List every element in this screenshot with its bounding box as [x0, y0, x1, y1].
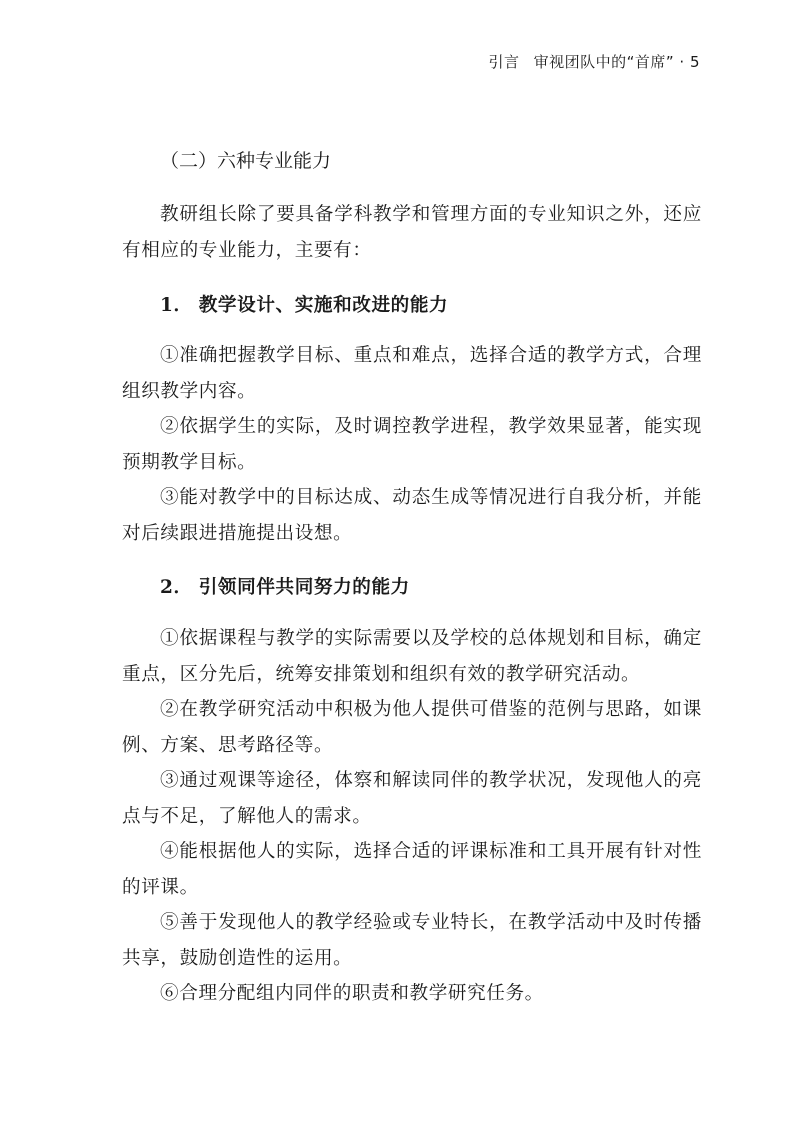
subsection-heading-1: [160, 286, 702, 326]
subsection-title: 教学设计、实施和改进的能力: [198, 295, 449, 316]
list-item: ②依据学生的实际，及时调控教学进程，教学效果显著，能实现预期教学目标。: [122, 416, 702, 473]
running-head-chapter: 引言: [488, 53, 520, 71]
list-item: ④能根据他人的实际，选择合适的评课标准和工具开展有针对性的评课。: [122, 841, 702, 898]
section-intro-paragraph: 教研组长除了要具备学科教学和管理方面的专业知识之外，还应有相应的专业能力，主要有：: [122, 204, 702, 261]
list-item: ③能对教学中的目标达成、动态生成等情况进行自我分析，并能对后续跟进措施提出设想。: [122, 487, 702, 544]
list-item: ⑤善于发现他人的教学经验或专业特长，在教学活动中及时传播共享，鼓励创造性的运用。: [122, 912, 702, 969]
running-head-title: 审视团队中的“首席”: [533, 53, 675, 71]
subsection-title: 引领同伴共同努力的能力: [198, 577, 410, 598]
running-head-bullet: ·: [679, 53, 685, 71]
subsection-number: 2．: [160, 577, 193, 598]
list-item: ⑥合理分配组内同伴的职责和教学研究任务。: [160, 983, 544, 1004]
subsection-heading-2: [160, 568, 702, 608]
list-item: ①准确把握教学目标、重点和难点，选择合适的教学方式，合理组织教学内容。: [122, 345, 702, 402]
list-item: ②在教学研究活动中积极为他人提供可借鉴的范例与思路，如课例、方案、思考路径等。: [122, 699, 702, 756]
list-item: ③通过观课等途径，体察和解读同伴的教学状况，发现他人的亮点与不足，了解他人的需求。: [122, 770, 702, 827]
running-head: [489, 51, 700, 72]
page-number: 5: [689, 53, 700, 71]
list-item: ①依据课程与教学的实际需要以及学校的总体规划和目标，确定重点，区分先后，统筹安排策划和组织有效的教学研究活动。: [122, 628, 702, 685]
subsection-number: 1．: [160, 295, 193, 316]
section-heading: （二）六种专业能力: [160, 150, 332, 172]
page-body: [122, 142, 702, 1012]
